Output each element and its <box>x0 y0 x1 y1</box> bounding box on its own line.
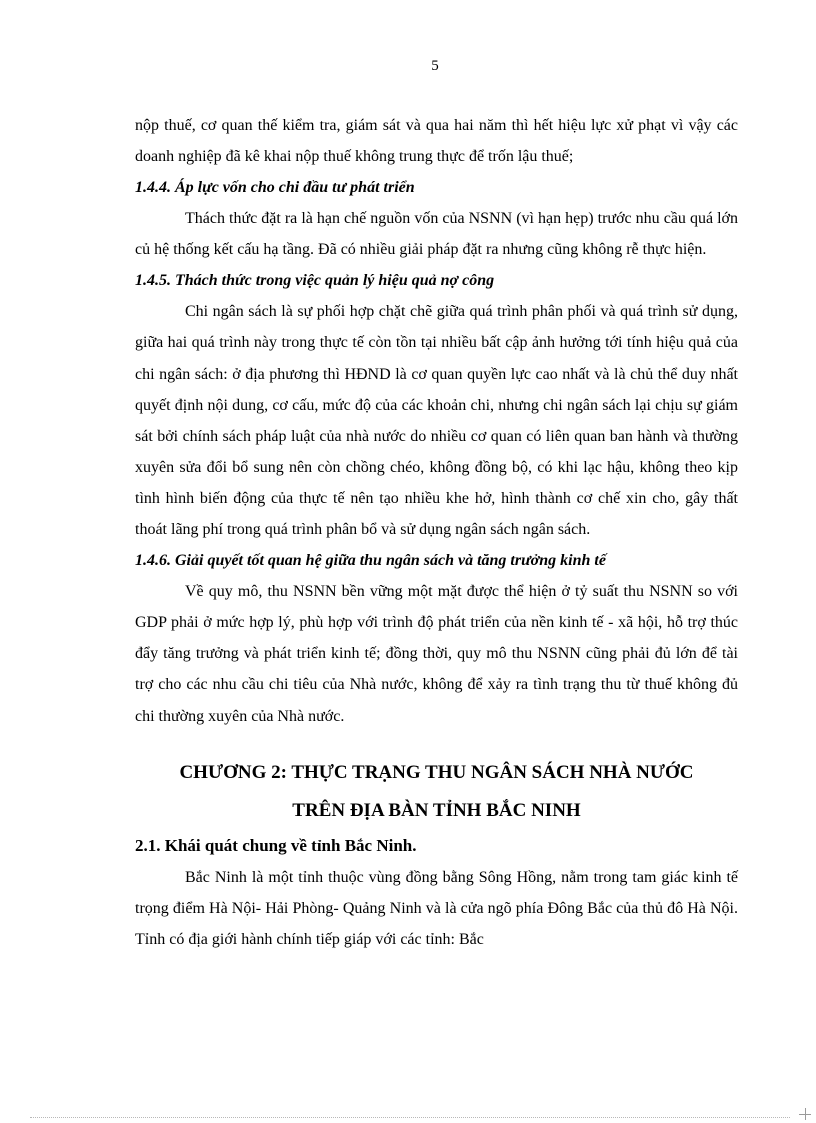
heading-1-4-5: 1.4.5. Thách thức trong việc quản lý hiệu quả nợ công <box>135 272 495 290</box>
crop-mark-horizontal <box>799 1114 811 1115</box>
paragraph-1-4-6: Về quy mô, thu NSNN bền vững một mặt được thể hiện ở tỷ suất thu NSNN so với GDP phải ở mức hợp lý, phù hợp với trình độ phát triển của nền kinh tế - xã hội, hỗ trợ thúc đẩy tăng trưởng và phát triển kinh tế; đồng thời, quy mô thu NSNN cũng phải đủ lớn để tài trợ cho các nhu cầu chi tiêu của Nhà nước, không để xảy ra tình trạng thu từ thuế không đủ chi thường xuyên của Nhà nước. <box>135 583 738 725</box>
page-bottom-divider <box>30 1117 790 1118</box>
page-number: 5 <box>431 58 439 74</box>
paragraph-1-4-5: Chi ngân sách là sự phối hợp chặt chẽ giữa quá trình phân phối và quá trình sử dụng, giữa hai quá trình này trong thực tế còn tồn tại nhiều bất cập ảnh hưởng tới tính hiệu quả của chi ngân sách: ở địa phương thì HĐND là cơ quan quyền lực cao nhất và là chủ thể duy nhất quyết định nội dung, cơ cấu, mức độ của các khoản chi, nhưng chi ngân sách lại chịu sự giám sát bởi chính sách pháp luật của nhà nước do nhiều cơ quan có liên quan ban hành và thường xuyên sửa đổi bổ sung nên còn chồng chéo, không đồng bộ, có khi lạc hậu, không theo kịp tình hình biến động của thực tế nên tạo nhiều khe hở, hình thành cơ chế xin cho, gây thất thoát lãng phí trong quá trình phân bổ và sử dụng ngân sách ngân sách. <box>135 303 738 539</box>
heading-1-4-6: 1.4.6. Giải quyết tốt quan hệ giữa thu ngân sách và tăng trưởng kinh tế <box>135 552 606 570</box>
heading-1-4-4: 1.4.4. Áp lực vốn cho chi đầu tư phát triển <box>135 179 415 197</box>
paragraph-continuation: nộp thuế, cơ quan thế kiểm tra, giám sát và qua hai năm thì hết hiệu lực xử phạt vì vậy các doanh nghiệp đã kê khai nộp thuế không trung thực để trốn lậu thuế; <box>135 117 738 166</box>
paragraph-2-1: Bắc Ninh là một tỉnh thuộc vùng đồng bằng Sông Hồng, nằm trong tam giác kinh tế trọng điểm Hà Nội- Hải Phòng- Quảng Ninh và là cửa ngõ phía Đông Bắc của thủ đô Hà Nội. Tỉnh có địa giới hành chính tiếp giáp với các tỉnh: Bắc <box>135 868 738 948</box>
chapter-title-line-2: TRÊN ĐỊA BÀN TỈNH BẮC NINH <box>292 799 581 821</box>
chapter-title-line-1: CHƯƠNG 2: THỰC TRẠNG THU NGÂN SÁCH NHÀ NƯỚC <box>179 761 694 783</box>
paragraph-1-4-4: Thách thức đặt ra là hạn chế nguồn vốn của NSNN (vì hạn hẹp) trước nhu cầu quá lớn củ hệ thống kết cấu hạ tầng. Đã có nhiều giải pháp đặt ra nhưng cũng không rễ thực hiện. <box>135 210 738 259</box>
page-body <box>135 110 738 955</box>
heading-2-1: 2.1. Khái quát chung về tỉnh Bắc Ninh. <box>135 835 417 855</box>
chapter-title <box>135 754 738 830</box>
